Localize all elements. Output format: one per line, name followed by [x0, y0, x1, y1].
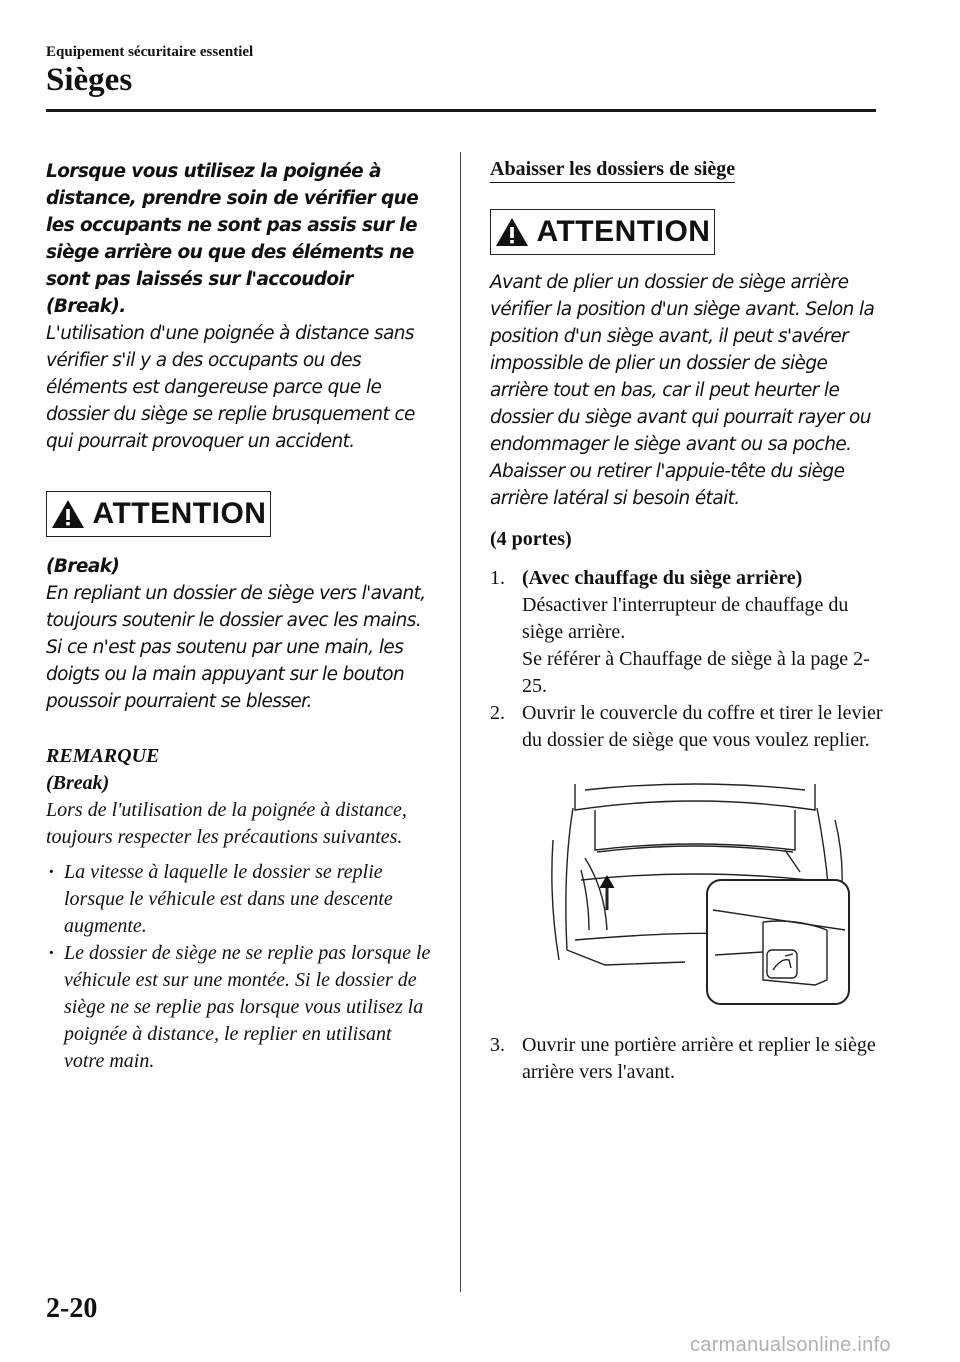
warning-triangle-icon	[51, 499, 85, 529]
attention-text: Avant de plier un dossier de siège arrière vérifier la position d'un siège avant. Selon la position d'un siège avant, il peut s'avérer impossible de plier un dossier de siège arrière tout en bas, car il peut heurter le dossier du siège avant qui pourrait rayer ou endommager le siège avant ou sa poche. Abaisser ou retirer l'appuie-tête du siège arrière latéral si besoin était.	[490, 272, 875, 509]
step-text: Ouvrir le couvercle du coffre et tirer le levier du dossier de siège que vous voulez replier.	[522, 702, 883, 751]
left-column	[46, 158, 436, 1075]
step-number: 2.	[490, 702, 505, 724]
section-label: Equipement sécuritaire essentiel	[46, 44, 254, 60]
list-item: · La vitesse à laquelle le dossier se replie lorsque le véhicule est dans une descente augmente.	[46, 859, 436, 940]
step-text-2: Se référer à Chauffage de siège à la page 2-25.	[522, 648, 870, 697]
column-divider	[460, 152, 461, 1292]
attention-text: En repliant un dossier de siège vers l'avant, toujours soutenir le dossier avec les mains. Si ce n'est pas soutenu par une main, les doigts ou la main appuyant sur le bouton poussoir pourraient se blesser.	[46, 583, 426, 712]
list-item: · Le dossier de siège ne se replie pas lorsque le véhicule est sur une montée. Si le dossier de siège ne se replie pas lorsque vous utilisez la poignée à distance, le replier en utilisant votre main.	[46, 940, 436, 1075]
attention-box	[490, 209, 715, 255]
step-bold: (Avec chauffage du siège arrière)	[522, 567, 803, 589]
step-text: Désactiver l'interrupteur de chauffage du siège arrière.	[522, 594, 849, 643]
remark-intro: Lors de l'utilisation de la poignée à distance, toujours respecter les précautions suivantes.	[46, 799, 407, 848]
variant-label: (4 portes)	[490, 528, 572, 550]
step-item	[490, 565, 885, 700]
step-item	[490, 1032, 885, 1086]
warning-text: L'utilisation d'une poignée à distance sans vérifier s'il y a des occupants ou des éléments est dangereuse parce que le dossier du siège se replie brusquement ce qui pourrait provoquer un accident.	[46, 323, 415, 452]
step-number: 3.	[490, 1034, 505, 1056]
warning-bold-text: Lorsque vous utilisez la poignée à distance, prendre soin de vérifier que les occupants ne sont pas assis sur le siège arrière ou que des éléments ne sont pas laissés sur l'accoudoir (Break).	[46, 161, 419, 317]
page-number: 2-20	[46, 1293, 98, 1324]
page-title: Sièges	[46, 62, 133, 98]
trunk-lever-illustration	[545, 780, 855, 1010]
section-heading: Abaisser les dossiers de siège	[490, 158, 735, 183]
remark-title: REMARQUE	[46, 745, 160, 767]
attention-heading: (Break)	[46, 556, 120, 577]
header-rule	[46, 109, 876, 112]
step-text: Ouvrir une portière arrière et replier le siège arrière vers l'avant.	[522, 1034, 876, 1083]
step-number: 1.	[490, 567, 505, 589]
right-column	[490, 158, 885, 1086]
remark-subtitle: (Break)	[46, 772, 110, 794]
step-item	[490, 700, 885, 754]
warning-triangle-icon	[495, 217, 529, 247]
attention-label: ATTENTION	[536, 215, 711, 248]
attention-label: ATTENTION	[92, 497, 267, 530]
remark-block	[46, 743, 436, 1075]
attention-box	[46, 491, 271, 537]
watermark: carmanualsonline.info	[690, 1334, 891, 1356]
